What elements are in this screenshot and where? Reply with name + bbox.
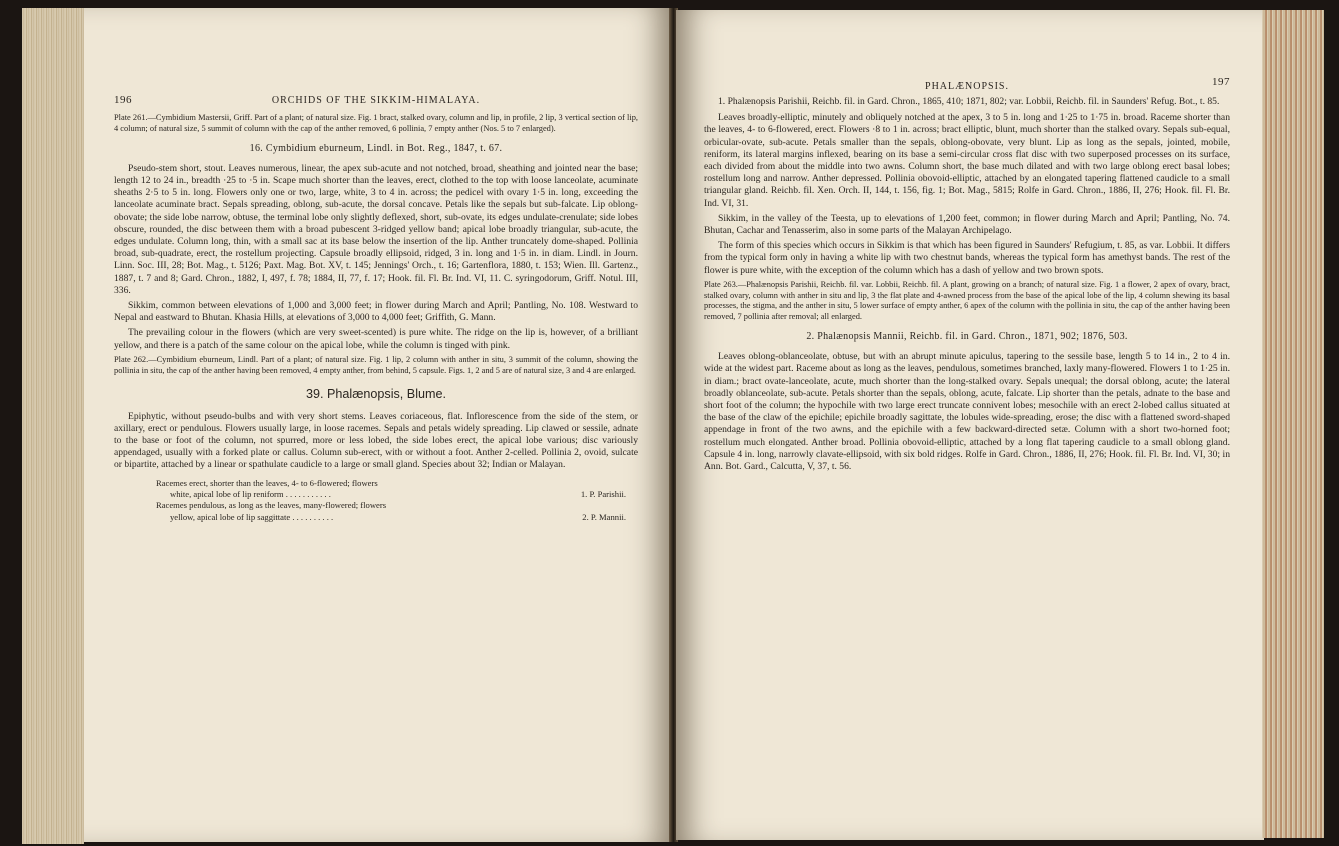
species-key [156, 478, 626, 524]
species-1-heading: 1. Phalænopsis Parishii, Reichb. fil. in Gard. Chron., 1865, 410; 1871, 802; var. Lobbii, Reichb. fil. in Saunders' Refug. Bot., t. 85. [718, 96, 1220, 107]
right-page-edges [1262, 10, 1324, 838]
left-page-edges [22, 8, 84, 844]
genus-description: Epiphytic, without pseudo-bulbs and with very short stems. Leaves coriaceous, flat. Inflorescence from the side of the stem, or axillary, erect or pendulous. Flowers usually large, in loose racemes. Sepals and petals widely spreading. Lip clawed or sessile, adnate to the base or foot of the column, not spurred, more or less lobed, the side lobes erect, the apical lobe various; disc variously appendaged, usually with a forked plate or callus. Column sub-erect, with or without a foot. Anther 2-celled. Pollinia 2, ovoid, sulcate or bipartite, attached by a linear or spathulate caudicle to a large or small gland. Species about 32; Indian or Malayan. [114, 410, 638, 471]
species-1-form-note: The form of this species which occurs in Sikkim is that which has been figured in Saunders' Refugium, t. 85, as var. Lobbii. It differs from the typical form only in having a white lip with two chestnut bands, whereas the typical form has amethyst bands. The rest of the flower is pure white, with the exception of the column which has a dash of yellow and two brown spots. [704, 240, 1230, 276]
species-16-description: Pseudo-stem short, stout. Leaves numerous, linear, the apex sub-acute and not notched, broad, sheathing and jointed near the base; length 12 to 24 in., breadth ·25 to ·5 in. Scape much shorter than the leaves, erect, clothed to the top with loose lanceolate, acuminate sheaths 2·5 to 5 in. long. Flowers only one or two, large, white, 3 to 4 in. across; the pedicel with ovary 1·5 in. long, exceeding the lanceolate acuminate bract. Sepals spreading, oblong, sub-acute, the dorsal concave. Petals like the sepals but sub-falcate. Lip oblong-obovate; the side lobe narrow, obtuse, the terminal lobe only slightly deflexed, short, sub-ovate, its edges undulate-crenulate; side lobes obscure, rounded, the disc between them with a broad pubescent 3-ridged yellow band; apical lobe broadly triangular, sub-acute, the edges undulate. Column long, thin, with a small sac at its base below the insertion of the lip. Anther truncately dome-shaped. Pollinia broad, sub-quadrate, erect, the rostellum projecting. Capsule broadly ellipsoid, ridged, 3 in. long and 1·5 in. in diam. Lindl. in Journ. Linn. Soc. III, 28; Bot. Mag., t. 5126; Paxt. Mag. Bot. XV, t. 145; Jennings' Orch., t. 16; Gartenflora, 1880, t. 153; Wien. Ill. Gartenz., 1887, t. 7 and 8; Gard. Chron., 1882, I, 497, f. 78; 1884, II, 77, f. 17; Hook. fil. Fl. Br. Ind. VI, 11. C. syringodorum, Griff. Notul. III, 336. [114, 162, 638, 296]
key-entry-1-line-1: Racemes erect, shorter than the leaves, 4- to 6-flowered; flowers [156, 477, 378, 488]
left-page [84, 8, 671, 842]
genus-39-heading: 39. Phalænopsis, Blume. [305, 387, 446, 402]
key-entry-2-line-2 [156, 512, 626, 523]
species-16-colour-note: The prevailing colour in the flowers (which are very sweet-scented) is pure white. The ridge on the lip is, however, of a brilliant yellow, and there is a patch of the same colour on the apical lobe, while the column is tinged with pink. [114, 327, 638, 351]
species-16-distribution: Sikkim, common between elevations of 1,000 and 3,000 feet; in flower during March and April; Pantling, No. 108. Westward to Nepal and eastward to Bhutan. Khasia Hills, at elevations of 3,000 to 4,000 feet; Griffith, G. Mann. [114, 300, 638, 324]
left-page-header [114, 94, 638, 110]
plate-263-caption: Plate 263.—Phalænopsis Parishii, Reichb. fil. var. Lobbii, Reichb. fil. A plant, growing on a branch; of natural size. Fig. 1 a flower, 2 apex of ovary, bract, stalked ovary, column with anther in situ and lip, 3 the flat plate and 4-awned process from the base of the apical lobe of the lip, 4 column shewing its basal processes, the stigma, and the anther in situ, 5 lower surface of empty anther, 6 apex of the column with the pollinia in situ, the cap of the anther having been removed, 7 pollinia after removal; all enlarged. [704, 279, 1230, 322]
plate-261-caption: Plate 261.—Cymbidium Mastersii, Griff. Part of a plant; of natural size. Fig. 1 bract, stalked ovary, column and lip, in profile, 2 lip, 3 vertical section of lip, 4 column; of natural size, 5 summit of column with the cap of the anther removed, 6 pollinia, 7 empty anther (Nos. 5 to 7 enlarged). [114, 113, 638, 133]
key-entry-1-result: 1. P. Parishii. [580, 489, 626, 500]
key-entry-2-text: yellow, apical lobe of lip saggittate . . . . . . . . . . [170, 511, 334, 522]
right-page-content [704, 76, 1230, 476]
species-1-description: Leaves broadly-elliptic, minutely and obliquely notched at the apex, 3 to 5 in. long and 1·25 to 1·75 in. broad. Raceme shorter than the leaves, 4- to 6-flowered, erect. Flowers ·8 to 1 in. across; bract elliptic, blunt, much shorter than the stalked ovary. Sepals sub-equal, orbicular-ovate, sub-acute. Petals smaller than the sepals, oblong-obovate, very blunt. Lip as long as the sepals, jointed, mobile, reniform, its lateral margins inflexed, bearing on its base a semi-circular cross flat disc with two superposed processes on its surface, each divided from about the middle into two awns. Column short, the base much dilated and with two large oblong erect basal lobes; rostellum long and narrow. Anther depressed. Pollinia obovoid-elliptic, attached by an elongated tapering flattened caudicle to a small triangular gland. Reichb. fil. Xen. Orch. II, 144, t. 156, fig. 1; Bot. Mag., 5815; Rolfe in Gard. Chron., 1886, II, 276; Hook. fil. Fl. Br. Ind. VI, 31. [704, 112, 1230, 209]
page-number: 196 [114, 94, 132, 106]
right-page [676, 10, 1264, 840]
key-entry-1-text: white, apical lobe of lip reniform . . . . . . . . . . . [170, 489, 331, 500]
plate-262-caption: Plate 262.—Cymbidium eburneum, Lindl. Part of a plant; of natural size. Fig. 1 lip, 2 column with anther in situ, 3 summit of the column, showing the pollinia in situ, the cap of the anther having been removed, 4 empty anther, from behind, 5 capsule. Figs. 1, 2 and 5 are of natural size, 3 and 4 are enlarged. [114, 354, 638, 375]
key-entry-2-result: 2. P. Mannii. [582, 511, 626, 522]
right-page-header [704, 76, 1230, 96]
page-number: 197 [1212, 76, 1230, 88]
left-page-content [114, 94, 638, 523]
species-2-description: Leaves oblong-oblanceolate, obtuse, but with an abrupt minute apiculus, tapering to the sessile base, length 5 to 14 in., 2 to 4 in. wide at the widest part. Raceme about as long as the leaves, pendulous, sometimes branched, laxly many-flowered. Flowers 1 to 1·25 in. in diam.; bract ovate-lanceolate, acute, much shorter than the long-stalked ovary. Sepals unequal; the dorsal oblong, acute; the lateral broadly oblanceolate, sub-acute. Petals shorter than the sepals, oblong, acute, falcate. Lip shorter than the petals, adnate to the base and short foot of the column; the hypochile with two large erect truncate connivent lobes; mesochile with an erect 2-lobed callus situated at the base of the claw of the epichile; epichile broadly sagittate, the lobules wide-spreading, erose; the disc with a flattened sword-shaped appendage in front of the two awns, and the epichile with a few backward-directed setæ. Column with a short two-horned foot; rostellum much elongated. Anther broad. Pollinia obovoid-elliptic, attached by a long flat tapering caudicle to a small oblong gland. Capsule 4 in. long, narrowly clavate-ellipsoid, with six bold ridges. Rolfe in Gard. Chron., 1886, II, 276; Hook. fil. Fl. Br. Ind. VI, 30; in Ann. Bot. Gard., Calcutta, V, 37, t. 56. [704, 351, 1230, 473]
species-2-heading: 2. Phalænopsis Mannii, Reichb. fil. in Gard. Chron., 1871, 902; 1876, 503. [806, 331, 1128, 343]
key-entry-2-line-1: Racemes pendulous, as long as the leaves, many-flowered; flowers [156, 500, 387, 511]
species-16-heading: 16. Cymbidium eburneum, Lindl. in Bot. Reg., 1847, t. 67. [249, 142, 503, 154]
key-entry-1-line-2 [156, 489, 626, 500]
running-head: PHALÆNOPSIS. [925, 81, 1009, 92]
running-head: ORCHIDS OF THE SIKKIM-HIMALAYA. [271, 95, 481, 106]
species-1-distribution: Sikkim, in the valley of the Teesta, up to elevations of 1,200 feet, common; in flower during March and April; Pantling, No. 74. Bhutan, Cachar and Tenasserim, also in some parts of the Malayan Archipelago. [704, 212, 1230, 237]
